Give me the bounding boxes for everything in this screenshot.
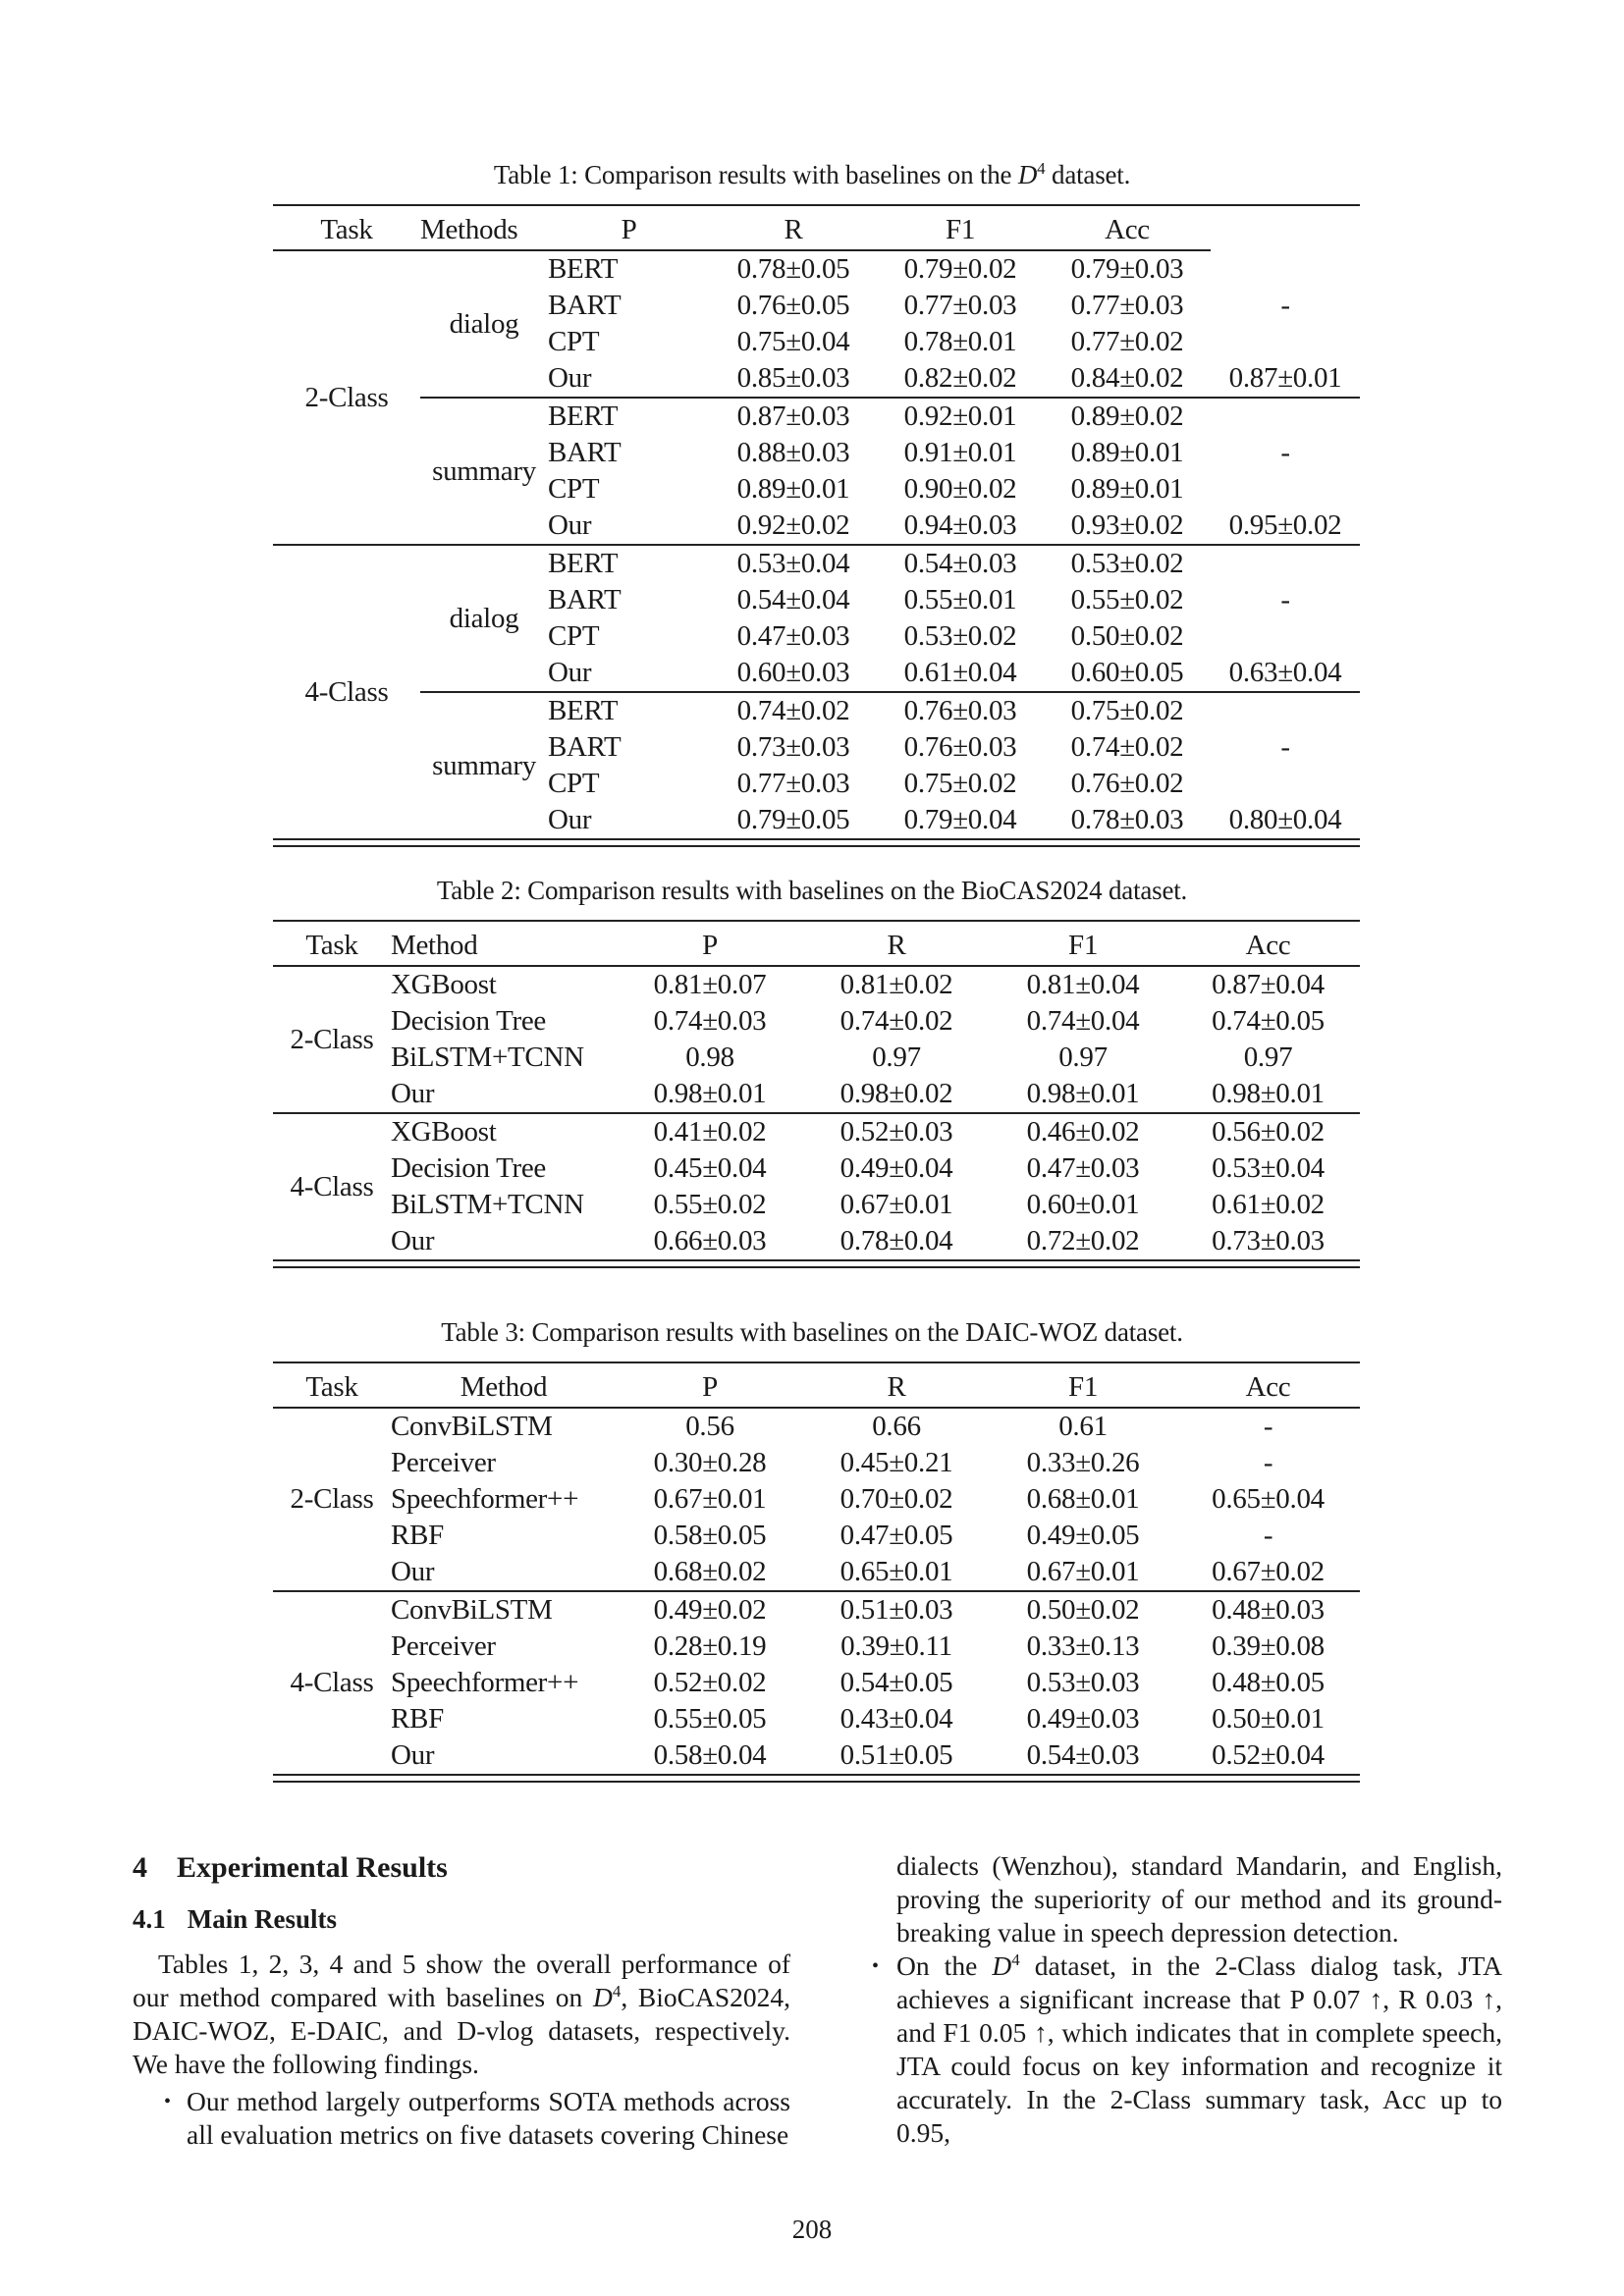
acc-cell: -	[1263, 1520, 1273, 1551]
table-row	[273, 1518, 1360, 1554]
p-cell: 0.98±0.01	[653, 1078, 767, 1109]
table-row	[273, 1445, 1360, 1481]
table2-caption: Table 2: Comparison results with baselines on the BioCAS2024 dataset.	[436, 876, 1188, 905]
method-cell: BERT	[548, 398, 710, 435]
caption-math: D	[1017, 160, 1038, 189]
method-cell: ConvBiLSTM	[391, 1591, 617, 1629]
p-cell: 0.58±0.04	[653, 1739, 767, 1771]
r-cell: 0.70±0.02	[839, 1483, 953, 1515]
intro-text: Tables 1, 2, 3, 4 and 5 show the overall performance of our method compared with baselines on	[133, 1949, 790, 2012]
section-heading	[133, 1851, 448, 1885]
column-header: Method	[391, 926, 617, 966]
table-bottomrule	[273, 845, 1360, 847]
r-cell: 0.92±0.01	[877, 398, 1044, 435]
table-row	[273, 1629, 1360, 1665]
method-cell: ConvBiLSTM	[391, 1411, 553, 1442]
column-header: Task	[273, 1367, 391, 1408]
f1-cell: 0.79±0.03	[1070, 253, 1184, 285]
table-row	[273, 966, 1360, 1003]
p-cell: 0.74±0.03	[653, 1005, 767, 1037]
acc-cell	[1211, 766, 1360, 802]
table3-toprule	[273, 1362, 1360, 1363]
column-header: Method	[391, 1367, 617, 1408]
f1-cell: 0.33±0.13	[1026, 1630, 1140, 1662]
page-number: 208	[791, 2215, 833, 2244]
table-row	[273, 545, 1360, 582]
subtask-cell: dialog	[449, 307, 519, 340]
caption-text: Table 1: Comparison results with baselines on the	[493, 160, 1018, 189]
subsection-heading	[133, 1904, 337, 1935]
p-cell: 0.53±0.04	[710, 545, 877, 582]
p-cell: 0.45±0.04	[653, 1152, 767, 1184]
r-cell: 0.61±0.04	[903, 657, 1017, 688]
subtask-cell: dialog	[420, 545, 548, 692]
table-bottomrule	[273, 1266, 1360, 1268]
method-cell: BiLSTM+TCNN	[391, 1041, 584, 1073]
header-row	[273, 926, 1360, 966]
f1-cell: 0.50±0.02	[990, 1591, 1176, 1629]
column-header: R	[803, 1367, 990, 1408]
p-cell: 0.79±0.05	[736, 804, 850, 835]
p-cell: 0.55±0.05	[653, 1703, 767, 1735]
r-cell: 0.76±0.03	[903, 731, 1017, 763]
column-header: Acc	[1176, 926, 1360, 966]
acc-cell	[1211, 545, 1360, 582]
method-cell: Our	[548, 362, 592, 394]
acc-cell: 0.87±0.01	[1228, 362, 1342, 394]
f1-cell: 0.74±0.02	[1070, 731, 1184, 763]
r-cell: 0.53±0.02	[903, 620, 1017, 652]
acc-cell: 0.73±0.03	[1212, 1225, 1325, 1256]
table-row	[273, 1223, 1360, 1260]
intro-math: D	[592, 1982, 613, 2012]
intro-text: , BioCAS2024, DAIC-WOZ, E-DAIC, and D-vlog datasets, respectively. We have the following findings.	[133, 1982, 790, 2079]
bullet-1-continuation: dialects (Wenzhou), standard Mandarin, and English, proving the superiority of our method and its ground-breaking value in speech depression detection.	[896, 1850, 1502, 1948]
column-header: R	[803, 926, 990, 966]
r-cell: 0.78±0.01	[903, 326, 1017, 357]
section-title: Experimental Results	[177, 1851, 448, 1884]
bullet-text: Our method largely outperforms SOTA methods across all evaluation metrics on five datasets covering Chinese	[187, 2086, 790, 2150]
acc-cell: 0.98±0.01	[1212, 1078, 1325, 1109]
acc-cell	[1211, 324, 1360, 360]
p-cell: 0.30±0.28	[653, 1447, 767, 1478]
column-header: Acc	[1044, 210, 1211, 250]
f1-cell: 0.77±0.03	[1070, 290, 1184, 321]
bullet-item-1	[133, 2085, 790, 2152]
column-header: Task	[273, 926, 391, 966]
r-cell: 0.47±0.05	[839, 1520, 953, 1551]
f1-cell: 0.49±0.03	[1026, 1703, 1140, 1735]
table-row	[273, 1554, 1360, 1591]
f1-cell: 0.89±0.01	[1070, 437, 1184, 468]
column-header: Methods	[420, 210, 548, 250]
p-cell: 0.60±0.03	[736, 657, 850, 688]
task-cell: 2-Class	[290, 1023, 374, 1055]
acc-cell: -	[1263, 1411, 1273, 1442]
method-cell: BERT	[548, 692, 710, 729]
acc-cell: 0.48±0.05	[1212, 1667, 1325, 1698]
p-cell: 0.87±0.03	[710, 398, 877, 435]
f1-cell: 0.78±0.03	[1070, 804, 1184, 835]
table1	[273, 210, 1360, 840]
intro-paragraph	[133, 1948, 790, 2081]
method-cell: Our	[548, 804, 592, 835]
table-row	[273, 1737, 1360, 1775]
p-cell: 0.76±0.05	[736, 290, 850, 321]
column-header: R	[710, 210, 877, 250]
task-cell: 2-Class	[304, 381, 389, 413]
table-row	[273, 1408, 1360, 1445]
r-cell: 0.75±0.02	[903, 768, 1017, 799]
f1-cell: 0.81±0.04	[1026, 969, 1140, 1000]
table-row	[273, 1187, 1360, 1223]
acc-cell: 0.65±0.04	[1212, 1483, 1325, 1515]
r-cell: 0.49±0.04	[839, 1152, 953, 1184]
f1-cell: 0.60±0.05	[1070, 657, 1184, 688]
table-bottomrule	[273, 1781, 1360, 1783]
table-row	[273, 1150, 1360, 1187]
p-cell: 0.68±0.02	[653, 1556, 767, 1587]
task-cell: 4-Class	[273, 1113, 391, 1260]
f1-cell: 0.89±0.02	[1044, 398, 1211, 435]
f1-cell: 0.50±0.02	[1070, 620, 1184, 652]
r-cell: 0.82±0.02	[903, 362, 1017, 394]
table-row	[273, 1591, 1360, 1629]
p-cell: 0.54±0.04	[736, 584, 850, 615]
f1-cell: 0.61	[1058, 1411, 1108, 1442]
p-cell: 0.77±0.03	[736, 768, 850, 799]
method-cell: Our	[548, 509, 592, 541]
f1-cell: 0.54±0.03	[1026, 1739, 1140, 1771]
p-cell: 0.28±0.19	[653, 1630, 767, 1662]
method-cell: RBF	[391, 1520, 444, 1551]
p-cell: 0.74±0.02	[710, 692, 877, 729]
subtask-cell: summary	[420, 692, 548, 839]
r-cell: 0.67±0.01	[839, 1189, 953, 1220]
r-cell: 0.54±0.03	[877, 545, 1044, 582]
r-cell: 0.54±0.05	[839, 1667, 953, 1698]
column-header: Task	[273, 210, 420, 250]
task-cell: 4-Class	[273, 1591, 391, 1775]
task-cell: 4-Class	[273, 545, 420, 839]
f1-cell: 0.93±0.02	[1070, 509, 1184, 541]
acc-cell: -	[1280, 290, 1290, 321]
bullet-sup: 4	[1011, 1949, 1020, 1969]
p-cell: 0.81±0.07	[653, 969, 767, 1000]
table2-toprule	[273, 920, 1360, 922]
f1-cell: 0.72±0.02	[1026, 1225, 1140, 1256]
acc-cell: 0.48±0.03	[1176, 1591, 1360, 1629]
header-row	[273, 1367, 1360, 1408]
method-cell: Our	[391, 1225, 435, 1256]
bullet-math: D	[992, 1950, 1012, 1981]
intro-sup: 4	[612, 1981, 622, 2001]
acc-cell: 0.52±0.04	[1212, 1739, 1325, 1771]
r-cell: 0.98±0.02	[839, 1078, 953, 1109]
acc-cell: 0.67±0.02	[1212, 1556, 1325, 1587]
bullet-icon: •	[872, 1955, 880, 1977]
f1-cell: 0.67±0.01	[1026, 1556, 1140, 1587]
method-cell: Perceiver	[391, 1630, 496, 1662]
table-row	[273, 398, 1360, 435]
r-cell: 0.66	[872, 1411, 921, 1442]
r-cell: 0.51±0.05	[839, 1739, 953, 1771]
table1-toprule	[273, 204, 1360, 206]
r-cell: 0.78±0.04	[839, 1225, 953, 1256]
acc-cell	[1211, 471, 1360, 507]
section-number: 4	[133, 1851, 147, 1884]
acc-cell: -	[1263, 1447, 1273, 1478]
method-cell: BART	[548, 584, 622, 615]
f1-cell: 0.89±0.01	[1070, 473, 1184, 505]
subsection-number: 4.1	[133, 1904, 166, 1934]
r-cell: 0.45±0.21	[839, 1447, 953, 1478]
table-row	[273, 692, 1360, 729]
table-row	[273, 1701, 1360, 1737]
method-cell: BERT	[548, 253, 619, 285]
right-column	[872, 1849, 1502, 2150]
column-header: F1	[990, 926, 1176, 966]
f1-cell: 0.33±0.26	[1026, 1447, 1140, 1478]
p-cell: 0.52±0.02	[653, 1667, 767, 1698]
r-cell: 0.52±0.03	[803, 1113, 990, 1150]
f1-cell: 0.75±0.02	[1044, 692, 1211, 729]
column-header: P	[617, 1367, 803, 1408]
r-cell: 0.65±0.01	[839, 1556, 953, 1587]
acc-cell: 0.97	[1243, 1041, 1293, 1073]
acc-cell: -	[1280, 584, 1290, 615]
acc-cell: 0.63±0.04	[1228, 657, 1342, 688]
p-cell: 0.78±0.05	[736, 253, 850, 285]
r-cell: 0.91±0.01	[903, 437, 1017, 468]
p-cell: 0.73±0.03	[736, 731, 850, 763]
acc-cell: -	[1280, 437, 1290, 468]
table-row	[273, 1040, 1360, 1076]
p-cell: 0.98	[685, 1041, 734, 1073]
r-cell: 0.55±0.01	[903, 584, 1017, 615]
table3	[273, 1367, 1360, 1776]
r-cell: 0.81±0.02	[839, 969, 953, 1000]
p-cell: 0.47±0.03	[736, 620, 850, 652]
f1-cell: 0.76±0.02	[1070, 768, 1184, 799]
table-row	[273, 1481, 1360, 1518]
acc-cell: 0.87±0.04	[1212, 969, 1325, 1000]
table-row	[273, 250, 1360, 288]
p-cell: 0.49±0.02	[617, 1591, 803, 1629]
r-cell: 0.39±0.11	[840, 1630, 952, 1662]
p-cell: 0.67±0.01	[653, 1483, 767, 1515]
table2	[273, 926, 1360, 1261]
f1-cell: 0.77±0.02	[1070, 326, 1184, 357]
method-cell: Decision Tree	[391, 1005, 547, 1037]
f1-cell: 0.53±0.02	[1044, 545, 1211, 582]
column-header: F1	[877, 210, 1044, 250]
r-cell: 0.74±0.02	[839, 1005, 953, 1037]
subsection-title: Main Results	[187, 1904, 338, 1934]
method-cell: BART	[548, 731, 622, 763]
r-cell: 0.97	[872, 1041, 921, 1073]
method-cell: XGBoost	[391, 1113, 617, 1150]
method-cell: XGBoost	[391, 969, 497, 1000]
task-cell: 2-Class	[290, 1483, 374, 1515]
method-cell: Speechformer++	[391, 1667, 579, 1698]
method-cell: Our	[548, 657, 592, 688]
method-cell: Perceiver	[391, 1447, 496, 1478]
method-cell: CPT	[548, 768, 600, 799]
acc-cell: 0.80±0.04	[1228, 804, 1342, 835]
subtask-cell: summary	[420, 398, 548, 545]
r-cell: 0.77±0.03	[903, 290, 1017, 321]
r-cell: 0.94±0.03	[903, 509, 1017, 541]
method-cell: CPT	[548, 473, 600, 505]
acc-cell: 0.50±0.01	[1212, 1703, 1325, 1735]
f1-cell: 0.53±0.03	[1026, 1667, 1140, 1698]
acc-cell: -	[1280, 731, 1290, 763]
p-cell: 0.66±0.03	[653, 1225, 767, 1256]
method-cell: RBF	[391, 1703, 444, 1735]
f1-cell: 0.60±0.01	[1026, 1189, 1140, 1220]
acc-cell	[1211, 692, 1360, 729]
table3-caption: Table 3: Comparison results with baselines on the DAIC-WOZ dataset.	[441, 1317, 1183, 1347]
method-cell: Our	[391, 1556, 435, 1587]
method-cell: Speechformer++	[391, 1483, 579, 1515]
caption-sup: 4	[1037, 159, 1046, 178]
r-cell: 0.90±0.02	[903, 473, 1017, 505]
bullet-icon: •	[164, 2091, 172, 2112]
method-cell: Our	[391, 1078, 435, 1109]
acc-cell	[1211, 398, 1360, 435]
acc-cell: 0.61±0.02	[1212, 1189, 1325, 1220]
p-cell: 0.85±0.03	[736, 362, 850, 394]
bullet-item-2	[870, 1949, 1502, 2150]
table-row	[273, 1003, 1360, 1040]
column-header: Acc	[1176, 1367, 1360, 1408]
table-row	[273, 1665, 1360, 1701]
f1-cell: 0.97	[1058, 1041, 1108, 1073]
table-row	[273, 1076, 1360, 1113]
method-cell: CPT	[548, 326, 600, 357]
method-cell: BiLSTM+TCNN	[391, 1189, 584, 1220]
bullet-text: dataset, in the 2-Class dialog task, JTA achieves a significant increase that P 0.07 ↑, R 0.03 ↑, and F1 0.05 ↑, which indicates that in complete speech, JTA could focus on key information and recognize it accurately. In the 2-Class summary task, Acc up to 0.95,	[896, 1950, 1502, 2148]
p-cell: 0.55±0.02	[653, 1189, 767, 1220]
acc-cell: 0.53±0.04	[1212, 1152, 1325, 1184]
bullet-text: On the	[896, 1950, 993, 1981]
p-cell: 0.56	[685, 1411, 734, 1442]
p-cell: 0.75±0.04	[736, 326, 850, 357]
column-header: P	[548, 210, 710, 250]
acc-cell	[1211, 618, 1360, 655]
f1-cell: 0.55±0.02	[1070, 584, 1184, 615]
p-cell: 0.92±0.02	[736, 509, 850, 541]
acc-cell: 0.95±0.02	[1228, 509, 1342, 541]
method-cell: BART	[548, 437, 622, 468]
acc-cell: 0.56±0.02	[1176, 1113, 1360, 1150]
acc-cell: 0.74±0.05	[1212, 1005, 1325, 1037]
table-row	[273, 1113, 1360, 1150]
p-cell: 0.58±0.05	[653, 1520, 767, 1551]
f1-cell: 0.68±0.01	[1026, 1483, 1140, 1515]
r-cell: 0.76±0.03	[877, 692, 1044, 729]
f1-cell: 0.47±0.03	[1026, 1152, 1140, 1184]
r-cell: 0.51±0.03	[803, 1591, 990, 1629]
caption-text: dataset.	[1045, 160, 1131, 189]
r-cell: 0.79±0.02	[903, 253, 1017, 285]
table1-caption	[0, 160, 1624, 190]
f1-cell: 0.74±0.04	[1026, 1005, 1140, 1037]
acc-cell: 0.39±0.08	[1212, 1630, 1325, 1662]
f1-cell: 0.46±0.02	[990, 1113, 1176, 1150]
method-cell: Our	[391, 1739, 435, 1771]
method-cell: Decision Tree	[391, 1152, 547, 1184]
f1-cell: 0.49±0.05	[1026, 1520, 1140, 1551]
column-header: P	[617, 926, 803, 966]
method-cell: CPT	[548, 620, 600, 652]
f1-cell: 0.98±0.01	[1026, 1078, 1140, 1109]
p-cell: 0.88±0.03	[736, 437, 850, 468]
method-cell: BERT	[548, 545, 710, 582]
p-cell: 0.89±0.01	[736, 473, 850, 505]
left-column	[133, 1948, 790, 2152]
method-cell: BART	[548, 290, 622, 321]
p-cell: 0.41±0.02	[617, 1113, 803, 1150]
f1-cell: 0.84±0.02	[1070, 362, 1184, 394]
r-cell: 0.43±0.04	[839, 1703, 953, 1735]
header-row	[273, 210, 1360, 250]
r-cell: 0.79±0.04	[903, 804, 1017, 835]
acc-cell	[1211, 250, 1360, 288]
column-header: F1	[990, 1367, 1176, 1408]
